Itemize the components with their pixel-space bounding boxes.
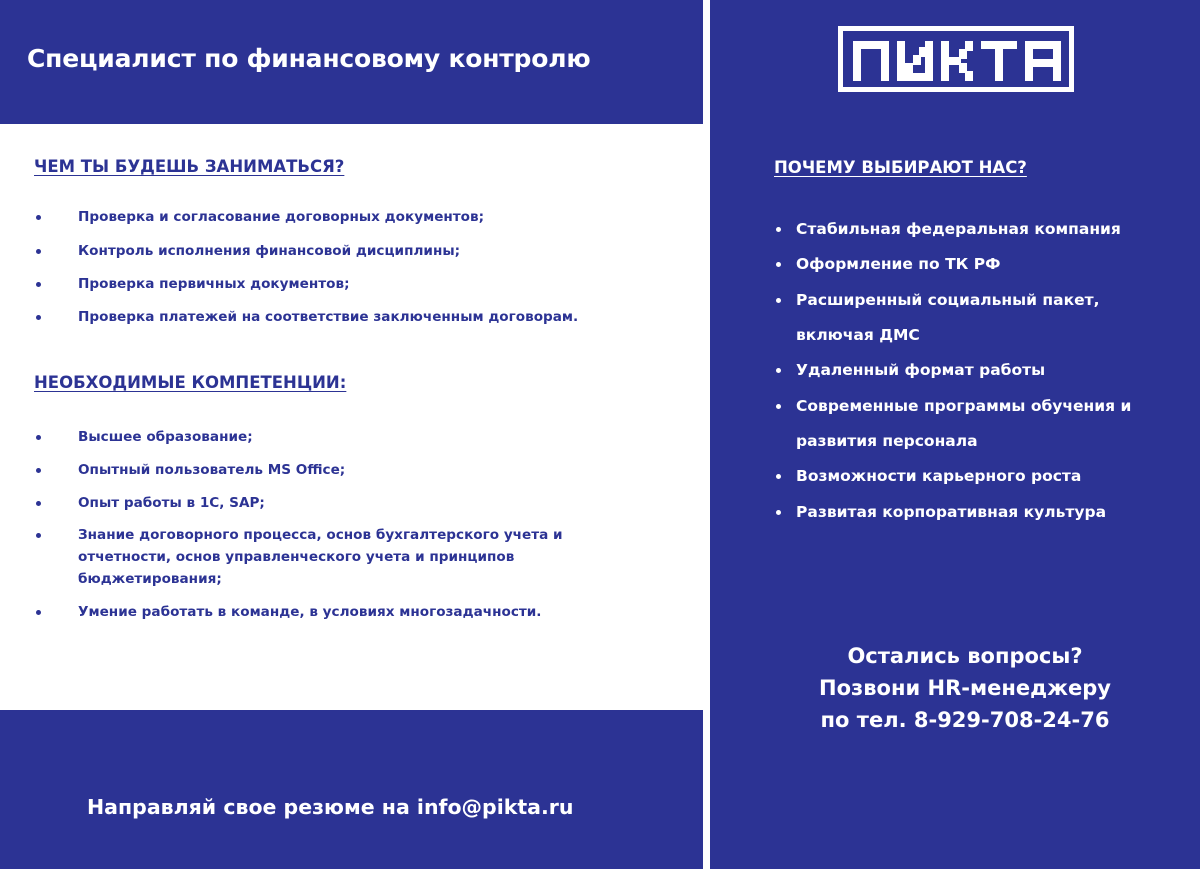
bullet-icon	[36, 435, 41, 440]
list-item: Контроль исполнения финансовой дисциплины;	[78, 240, 638, 262]
bullet-icon	[36, 468, 41, 473]
bullet-icon	[36, 610, 41, 615]
bullet-icon	[776, 510, 781, 515]
contact-question: Остались вопросы?	[847, 644, 1083, 668]
list-item: Удаленный формат работы	[796, 353, 1186, 388]
panel-divider	[703, 0, 710, 869]
company-logo	[838, 26, 1074, 92]
list-item: Расширенный социальный пакет, включая ДМС	[796, 283, 1126, 353]
bullet-icon	[776, 368, 781, 373]
page-title: Специалист по финансовому контролю	[27, 44, 591, 73]
list-item: Опытный пользователь MS Office;	[78, 459, 638, 481]
contact-hr-call: Позвони HR-менеджеру	[819, 676, 1111, 700]
bullet-icon	[36, 501, 41, 506]
bullet-icon	[36, 215, 41, 220]
bullet-icon	[776, 474, 781, 479]
list-item: Проверка платежей на соответствие заключенным договорам.	[78, 306, 638, 328]
bullet-icon	[776, 262, 781, 267]
list-item: Опыт работы в 1С, SAP;	[78, 492, 638, 514]
contact-phone[interactable]: по тел. 8-929-708-24-76	[820, 708, 1110, 732]
list-item: Умение работать в команде, в условиях многозадачности.	[78, 601, 638, 623]
bullet-icon	[776, 404, 781, 409]
list-item: Стабильная федеральная компания	[796, 212, 1186, 247]
list-item: Знание договорного процесса, основ бухгалтерского учета и отчетности, основ управленческого учета и принципов бюджетирования;	[78, 524, 606, 590]
bullet-icon	[36, 282, 41, 287]
list-item: Проверка первичных документов;	[78, 273, 638, 295]
list-item: Развитая корпоративная культура	[796, 495, 1186, 530]
contact-block	[760, 640, 1170, 736]
list-item: Возможности карьерного роста	[796, 459, 1186, 494]
logo-wordmark	[853, 41, 1069, 87]
resume-cta: Направляй свое резюме на info@pikta.ru	[87, 795, 574, 819]
bullet-icon	[36, 249, 41, 254]
list-item: Высшее образование;	[78, 426, 638, 448]
duties-title: ЧЕМ ТЫ БУДЕШЬ ЗАНИМАТЬСЯ?	[34, 157, 345, 176]
benefits-title: ПОЧЕМУ ВЫБИРАЮТ НАС?	[774, 158, 1027, 177]
bullet-icon	[36, 315, 41, 320]
header-banner	[0, 0, 703, 124]
bullet-icon	[776, 298, 781, 303]
footer-banner	[0, 710, 703, 869]
bullet-icon	[36, 533, 41, 538]
list-item: Оформление по ТК РФ	[796, 247, 1186, 282]
skills-title: НЕОБХОДИМЫЕ КОМПЕТЕНЦИИ:	[34, 373, 347, 392]
list-item: Проверка и согласование договорных документов;	[78, 206, 638, 228]
list-item: Современные программы обучения и развития персонала	[796, 389, 1146, 459]
bullet-icon	[776, 227, 781, 232]
